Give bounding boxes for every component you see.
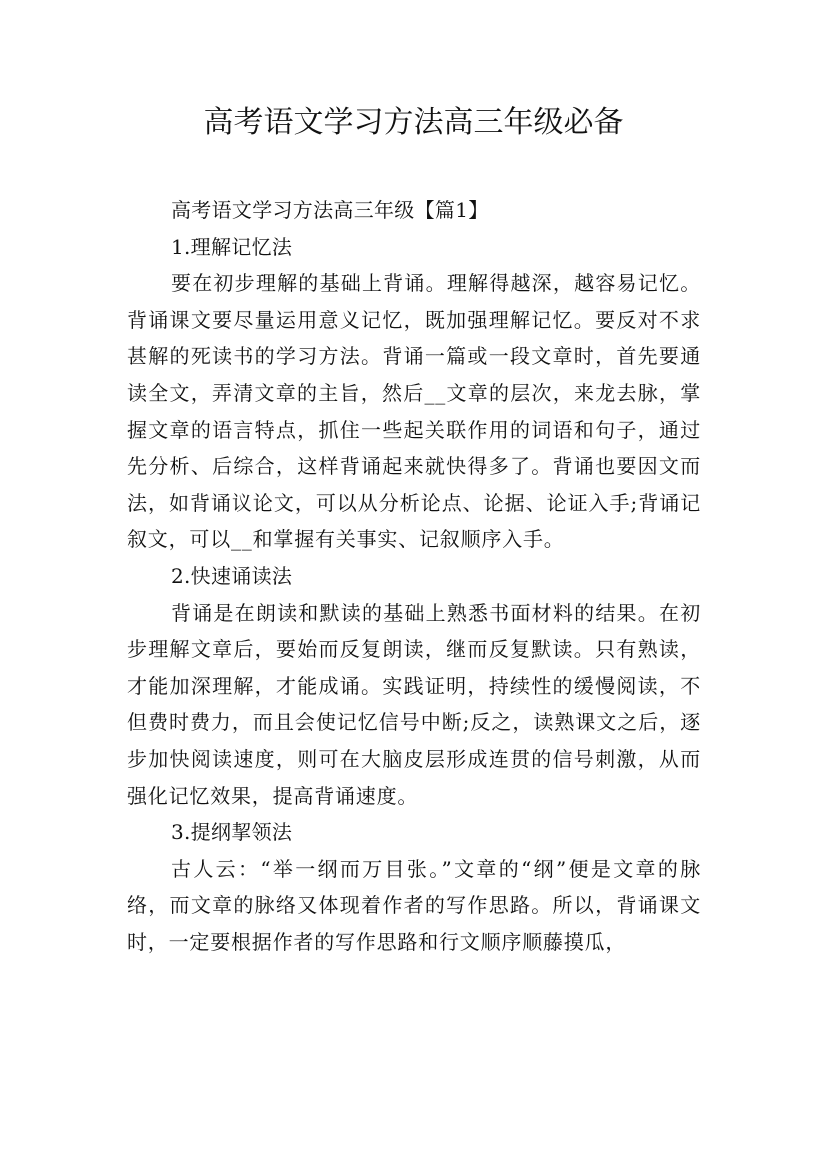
- method-paragraph-2: 背诵是在朗读和默读的基础上熟悉书面材料的结果。在初步理解文章后，要始而反复朗读，继而反复默读。只有熟读，才能加深理解，才能成诵。实践证明，持续性的缓慢阅读，不但费时费力，而且会使记忆信号中断;反之，读熟课文之后，逐步加快阅读速度，则可在大脑皮层形成连贯的信号刺激，从而强化记忆效果，提高背诵速度。: [127, 600, 701, 808]
- method-paragraph-1: 要在初步理解的基础上背诵。理解得越深，越容易记忆。背诵课文要尽量运用意义记忆，既加强理解记忆。要反对不求甚解的死读书的学习方法。背诵一篇或一段文章时，首先要通读全文，弄清文章的主旨，然后__文章的层次，来龙去脉，掌握文章的语言特点，抓住一些起关联作用的词语和句子，通过先分析、后综合，这样背诵起来就快得多了。背诵也要因文而法，如背诵议论文，可以从分析论点、论据、论证入手;背诵记叙文，可以__和掌握有关事实、记叙顺序入手。: [127, 271, 701, 552]
- method-heading-3: 3.提纲挈领法: [171, 820, 293, 845]
- document-title: 高考语文学习方法高三年级必备: [203, 105, 624, 140]
- section-heading: 高考语文学习方法高三年级【篇1】: [171, 198, 489, 222]
- method-paragraph-3: 古人云：“举一纲而万目张。”文章的“纲”便是文章的脉络，而文章的脉络又体现着作者的写作思路。所以，背诵课文时，一定要根据作者的写作思路和行文顺序顺藤摸瓜，: [127, 856, 701, 954]
- document-body: [127, 192, 701, 960]
- method-heading-1: 1.理解记忆法: [171, 234, 293, 259]
- method-heading-2: 2.快速诵读法: [171, 563, 293, 588]
